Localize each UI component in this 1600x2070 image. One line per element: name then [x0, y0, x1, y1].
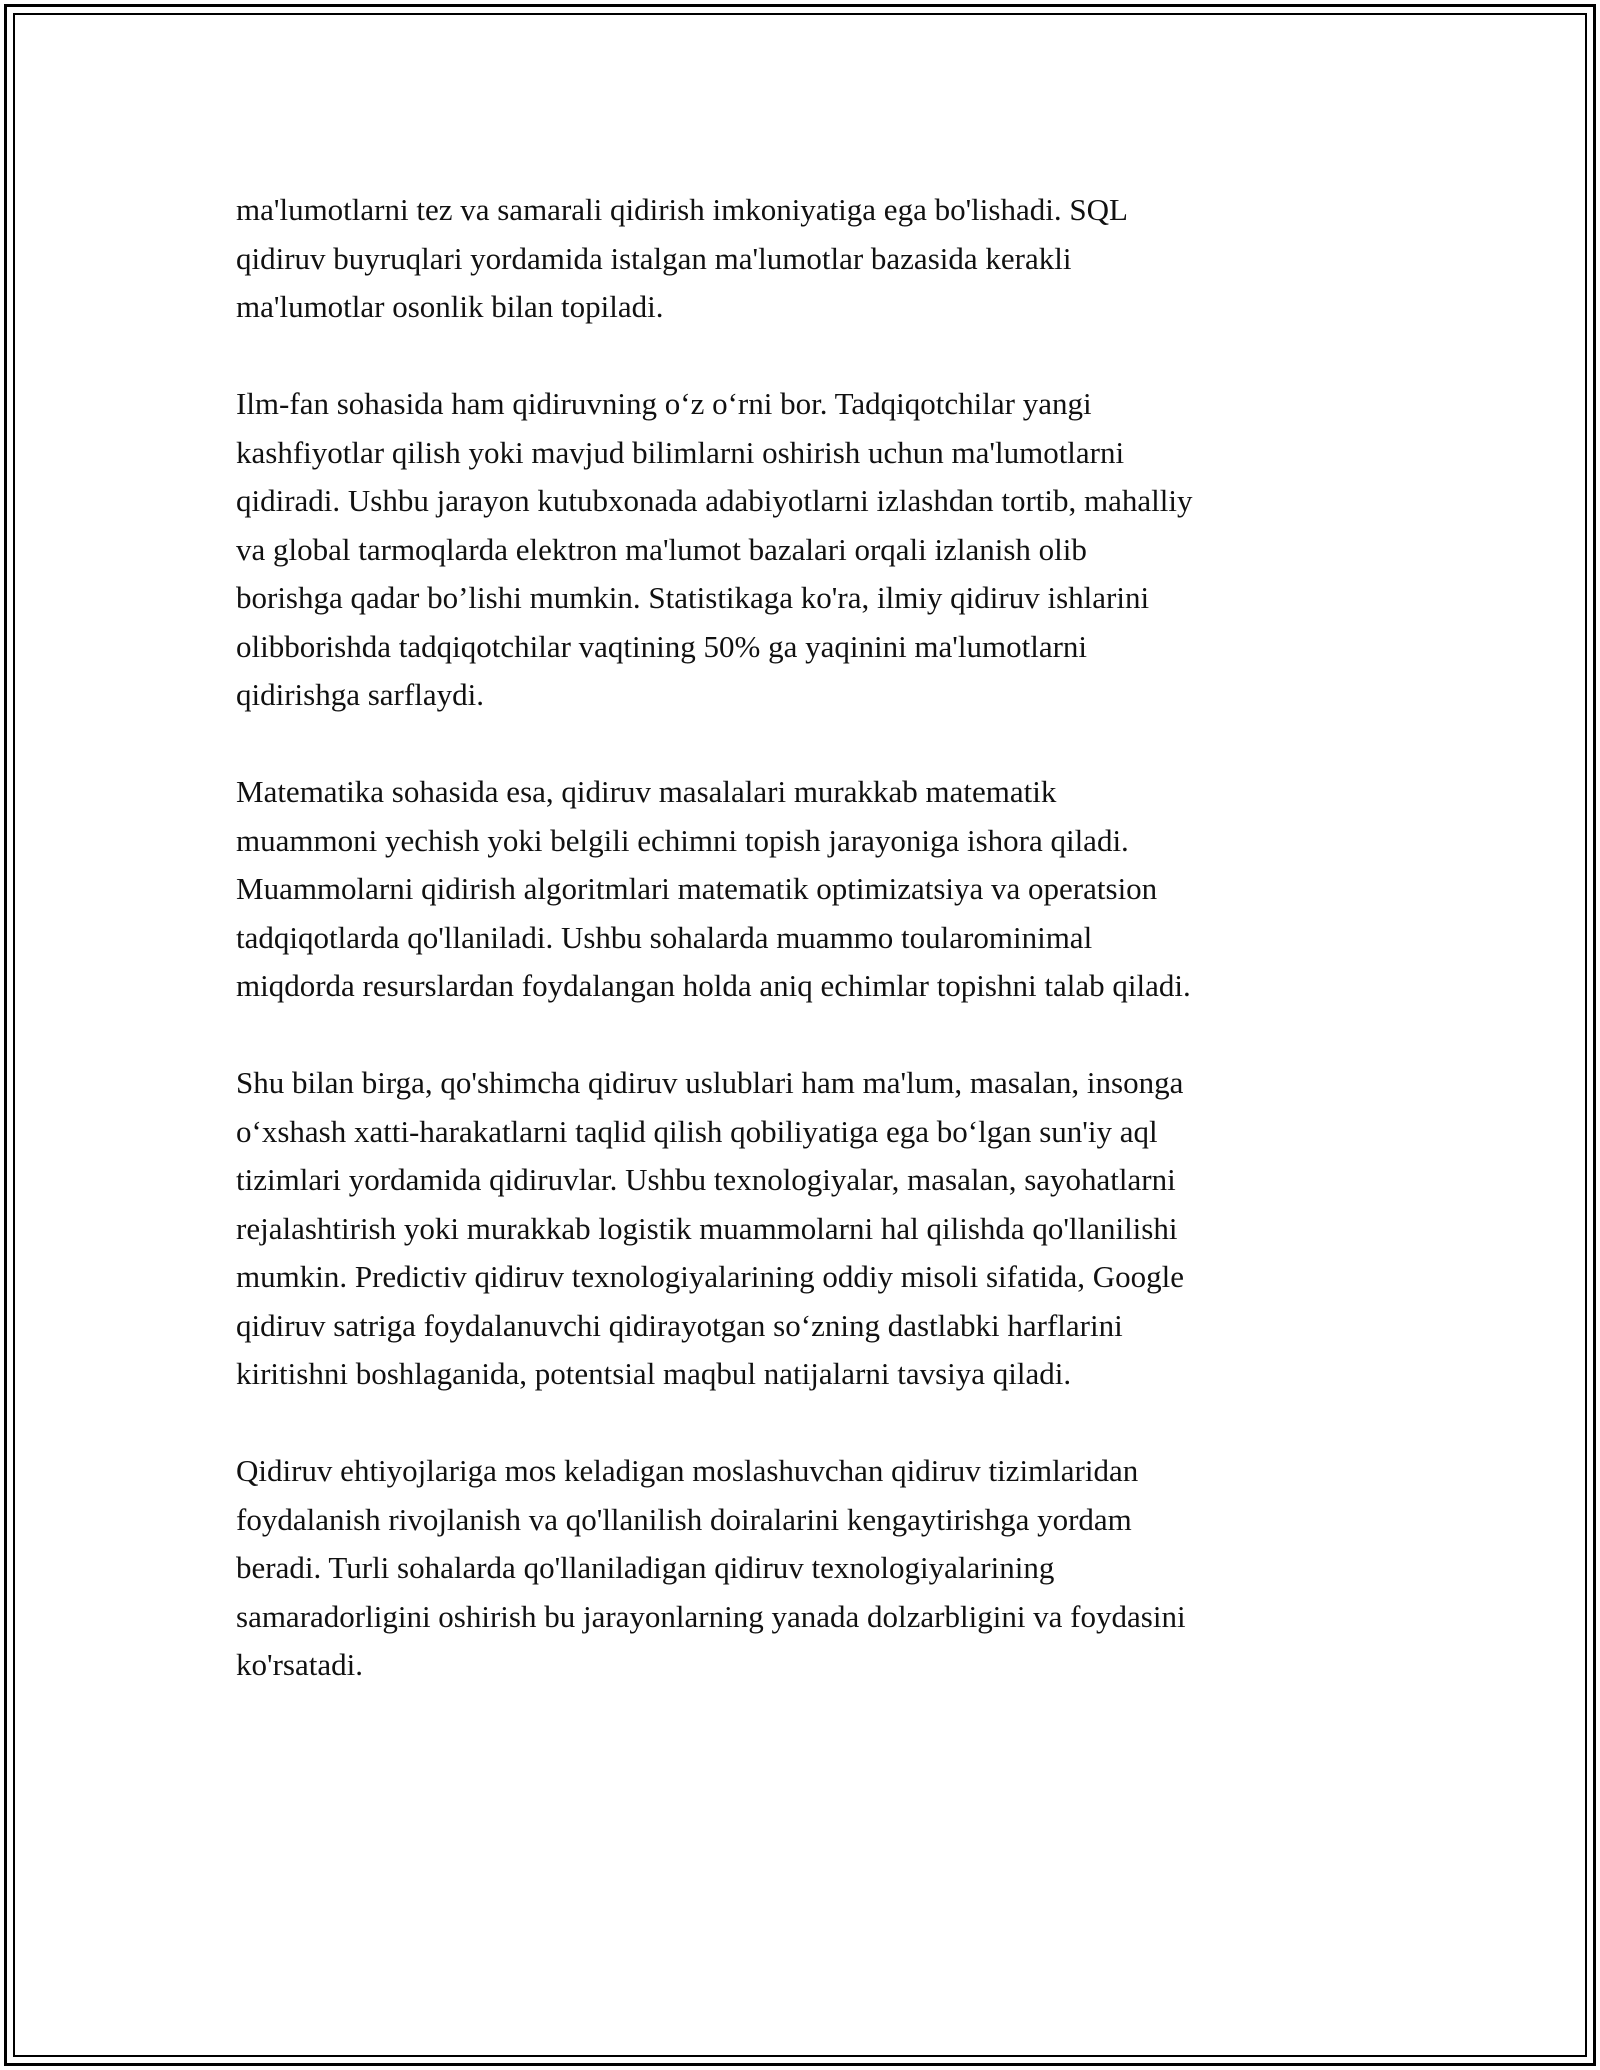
paragraph-ai-search: Shu bilan birga, qo'shimcha qidiruv uslublari ham ma'lum, masalan, insonga oʻxshash xatti-harakatlarni taqlid qilish qobiliyatiga ega boʻlgan sun'iy aql tizimlari yordamida qidiruvlar. Ushbu texnologiyalar, masalan, sayohatlarni rejalashtirish yoki murakkab logistik muammolarni hal qilishda qo'llanilishi mumkin. Predictiv qidiruv texnologiyalarining oddiy misoli sifatida, Google qidiruv satriga foydalanuvchi qidirayotgan soʻzning dastlabki harflarini kiritishni boshlaganida, potentsial maqbul natijalarni tavsiya qiladi.: [236, 1065, 1184, 1391]
document-body: [236, 186, 1386, 1738]
paragraph-conclusion: Qidiruv ehtiyojlariga mos keladigan moslashuvchan qidiruv tizimlaridan foydalanish rivojlanish va qo'llanilish doiralarini kengaytirishga yordam beradi. Turli sohalarda qo'llaniladigan qidiruv texnologiyalarining samaradorligini oshirish bu jarayonlarning yanada dolzarbligini va foydasini ko'rsatadi.: [236, 1453, 1186, 1682]
paragraph-math-search: Matematika sohasida esa, qidiruv masalalari murakkab matematik muammoni yechish yoki belgili echimni topish jarayoniga ishora qiladi. Muammolarni qidirish algoritmlari matematik optimizatsiya va operatsion tadqiqotlarda qo'llaniladi. Ushbu sohalarda muammo toularominimal miqdorda resurslardan foydalangan holda aniq echimlar topishni talab qiladi.: [236, 774, 1191, 1003]
paragraph-science-search: Ilm-fan sohasida ham qidiruvning oʻz oʻrni bor. Tadqiqotchilar yangi kashfiyotlar qilish yoki mavjud bilimlarni oshirish uchun ma'lumotlarni qidiradi. Ushbu jarayon kutubxonada adabiyotlarni izlashdan tortib, mahalliy va global tarmoqlarda elektron ma'lumot bazalari orqali izlanish olib borishga qadar bo’lishi mumkin. Statistikaga ko'ra, ilmiy qidiruv ishlarini olibborishda tadqiqotchilar vaqtining 50% ga yaqinini ma'lumotlarni qidirishga sarflaydi.: [236, 386, 1193, 712]
paragraph-sql-search: ma'lumotlarni tez va samarali qidirish imkoniyatiga ega bo'lishadi. SQL qidiruv buyruqlari yordamida istalgan ma'lumotlar bazasida kerakli ma'lumotlar osonlik bilan topiladi.: [236, 192, 1128, 324]
